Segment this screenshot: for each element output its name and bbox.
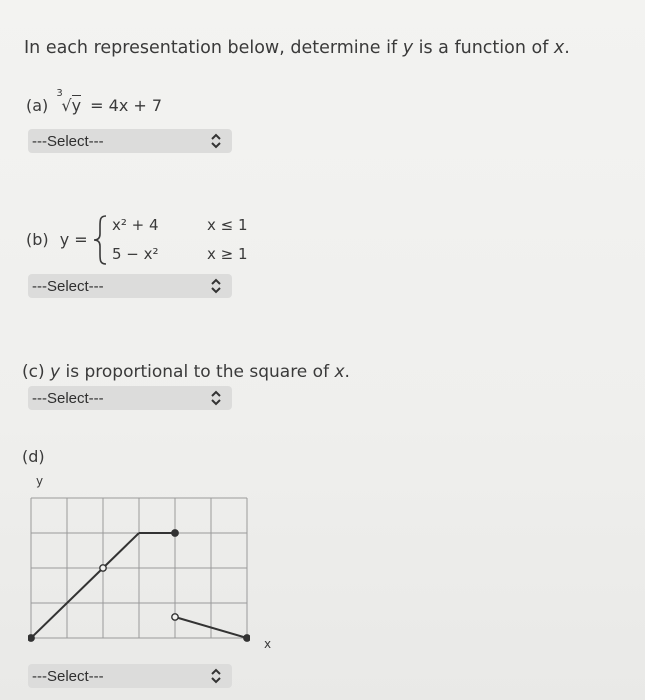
chevron-updown-icon (210, 390, 222, 406)
piece-1-condition: x ≤ 1 (207, 216, 248, 234)
part-d-label: (d) (22, 447, 45, 466)
x-axis-label: x (264, 637, 272, 651)
part-c-label: (c) y is proportional to the square of x. (22, 362, 350, 382)
part-a-label: (a) 3 √y = 4x + 7 (26, 88, 163, 115)
open-point-2 (100, 565, 106, 571)
closed-point-1 (28, 635, 34, 641)
closed-point-5 (244, 635, 250, 641)
chevron-updown-icon (210, 133, 222, 149)
part-b-select[interactable]: ---Select--- (28, 274, 232, 298)
graph-grid (31, 498, 247, 638)
y-axis-label: y (36, 474, 44, 488)
graph-segment-2 (103, 533, 139, 568)
part-a-select[interactable]: ---Select--- (28, 129, 232, 153)
part-c-select[interactable]: ---Select--- (28, 386, 232, 410)
piece-2-expression: 5 − x² (112, 245, 159, 263)
radical-icon: √ (61, 96, 72, 115)
part-a-equation: 3 √y = 4x + 7 (56, 88, 163, 115)
chevron-updown-icon (210, 668, 222, 684)
chevron-updown-icon (210, 278, 222, 294)
part-b-label: (b) y = (26, 230, 88, 249)
closed-point-3 (172, 530, 178, 536)
question-prompt: In each representation below, determine if y is a function of x. (24, 38, 570, 58)
brace-icon (92, 214, 108, 266)
piece-1-expression: x² + 4 (112, 216, 159, 234)
function-graph (28, 496, 250, 644)
piece-2-condition: x ≥ 1 (207, 245, 248, 263)
open-point-4 (172, 614, 178, 620)
part-d-select[interactable]: ---Select--- (28, 664, 232, 688)
